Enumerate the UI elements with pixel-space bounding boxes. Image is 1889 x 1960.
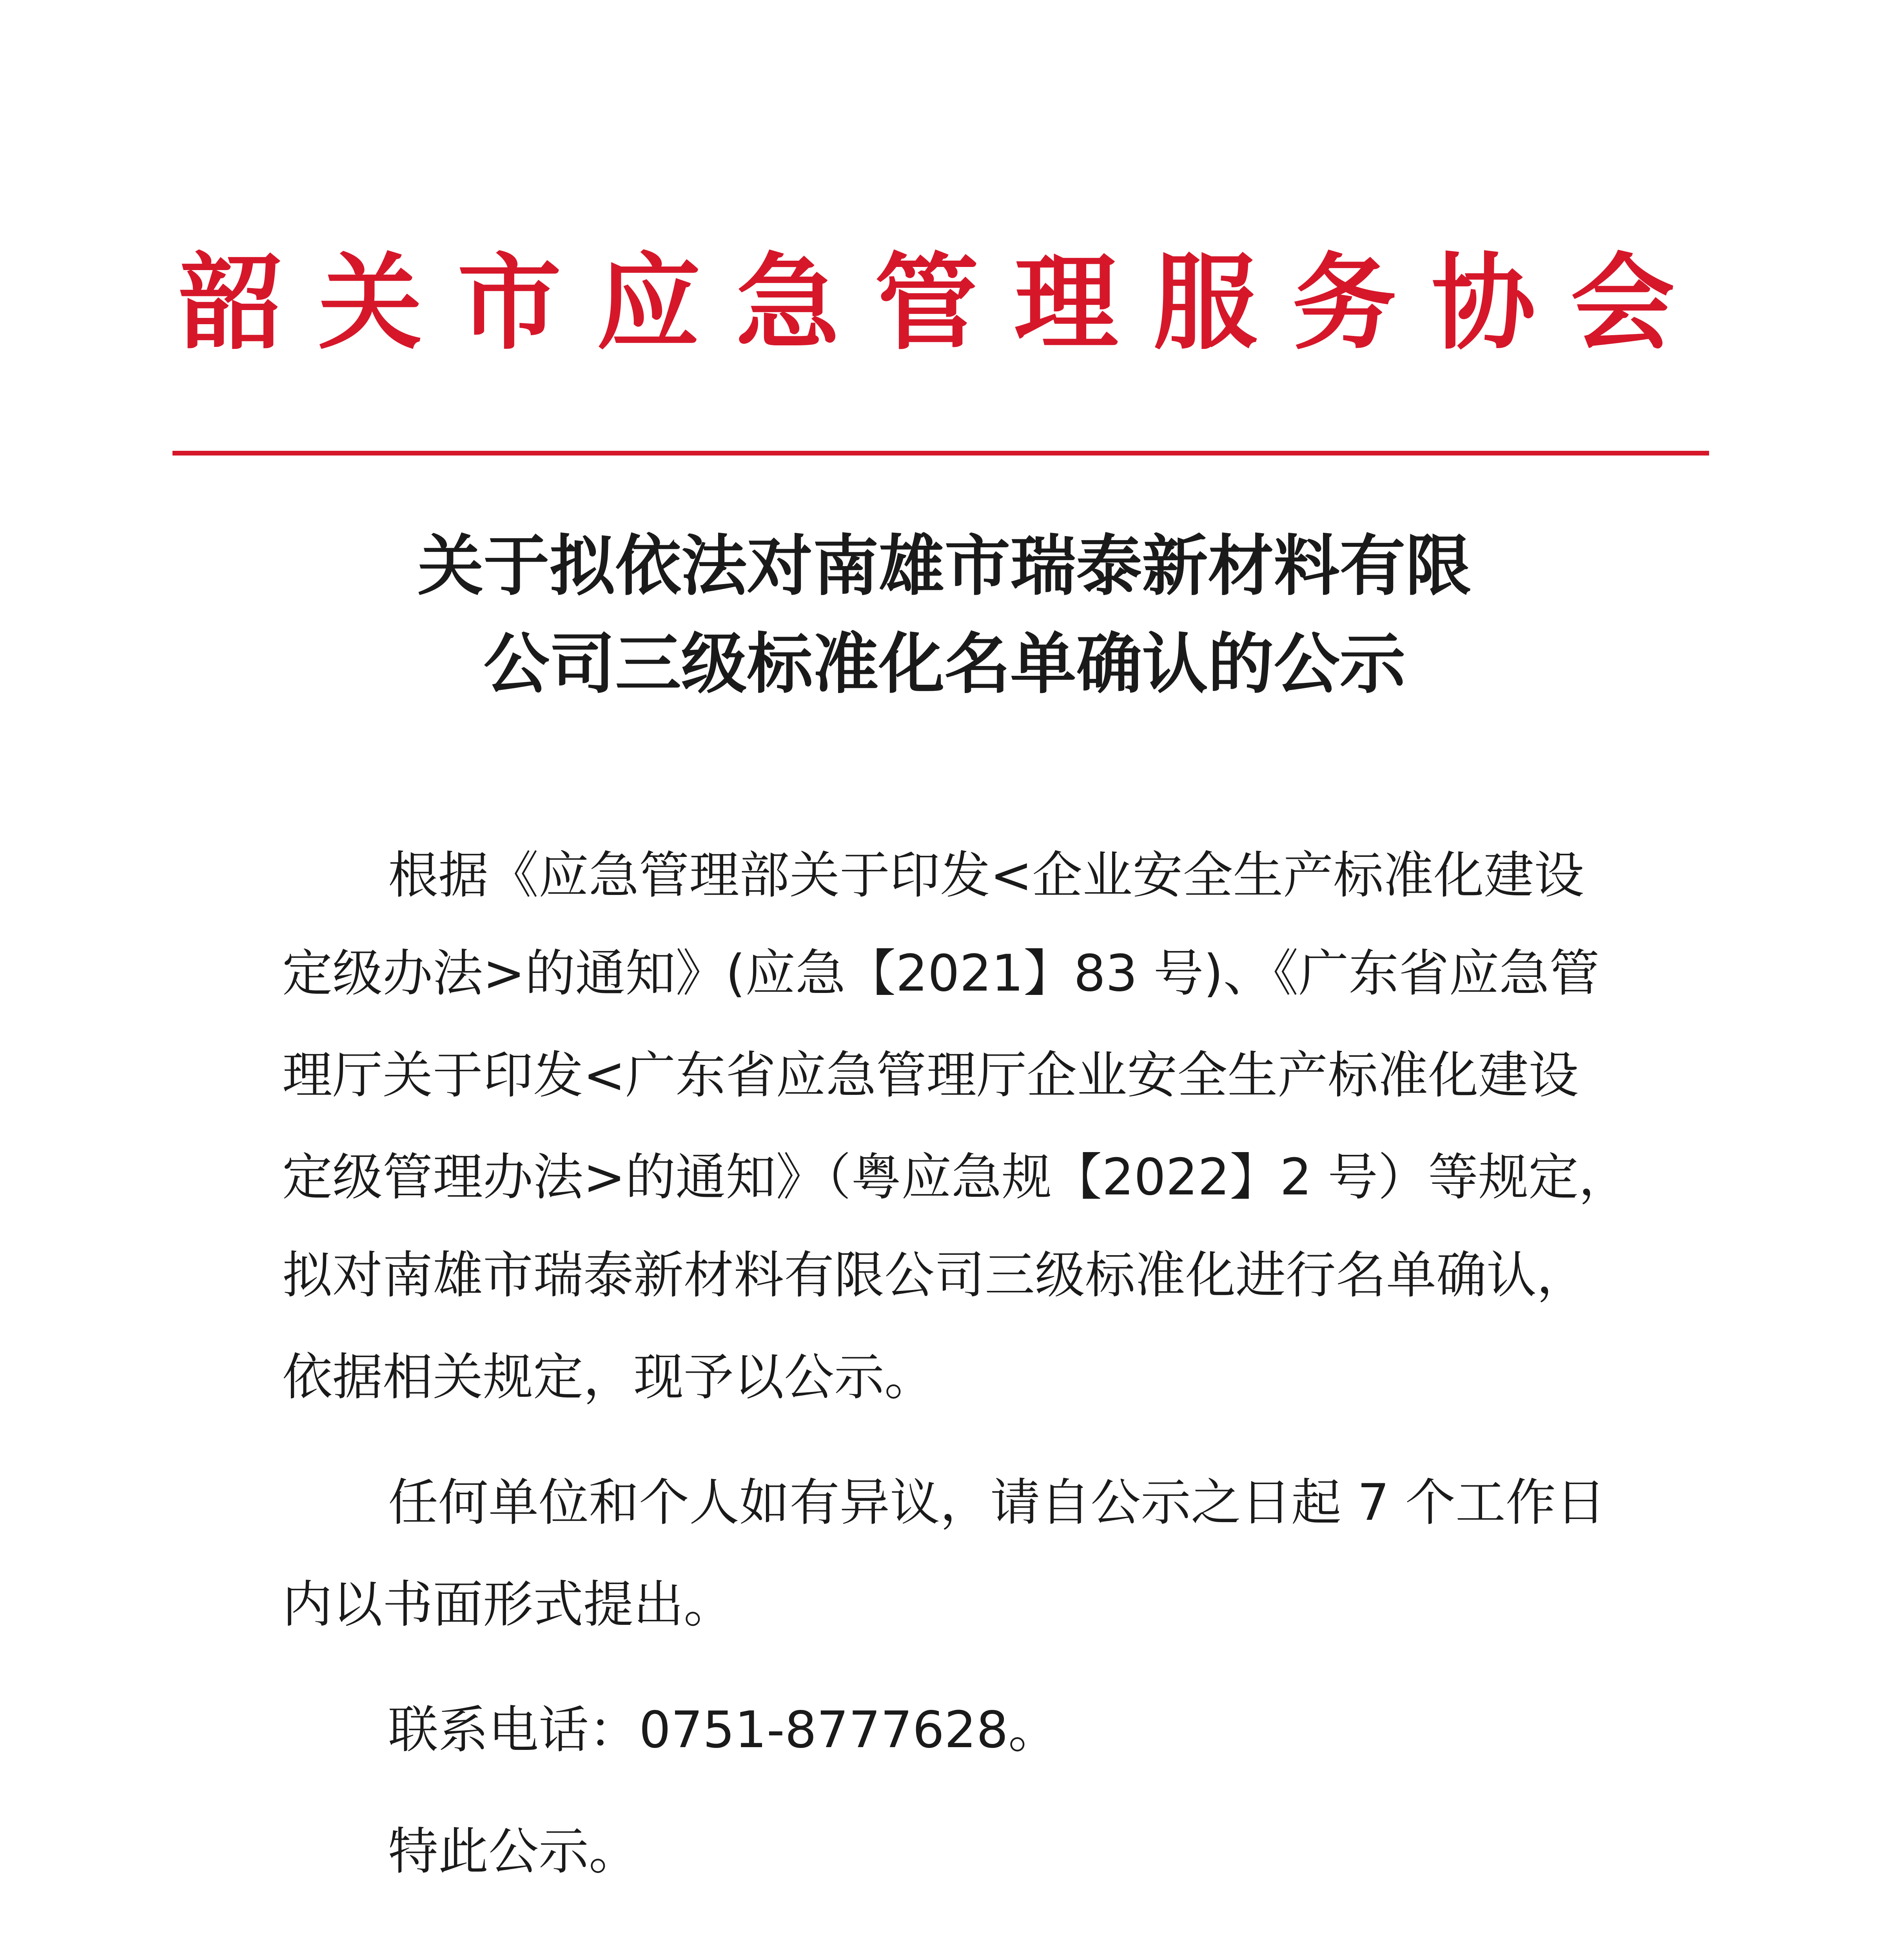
- closing-text: 特此公示。: [388, 1822, 639, 1881]
- body-line: 任何单位和个人如有异议，请自公示之日起 7 个工作日: [388, 1474, 1606, 1532]
- letterhead-org-name: 韶关市应急管理服务协会: [179, 242, 1710, 364]
- notice-title-line-2: 公司三级标准化名单确认的公示: [483, 626, 1406, 702]
- body-line: 依据相关规定，现予以公示。: [282, 1348, 935, 1406]
- body-line: 定级管理办法>的通知》（粤应急规【2022】2 号）等规定，: [282, 1148, 1629, 1207]
- body-line: 理厅关于印发<广东省应急管理厅企业安全生产标准化建设: [282, 1046, 1579, 1105]
- body-line: 拟对南雄市瑞泰新材料有限公司三级标准化进行名单确认，: [282, 1246, 1587, 1305]
- body-line: 定级办法>的通知》(应急【2021】83 号)、《广东省应急管: [282, 944, 1600, 1003]
- notice-title-line-1: 关于拟依法对南雄市瑞泰新材料有限: [417, 528, 1472, 604]
- letterhead-divider: [172, 451, 1709, 456]
- body-line: 根据《应急管理部关于印发<企业安全生产标准化建设: [388, 846, 1584, 905]
- body-line: 内以书面形式提出。: [282, 1575, 734, 1634]
- contact-phone: 联系电话：0751-8777628。: [388, 1701, 1058, 1759]
